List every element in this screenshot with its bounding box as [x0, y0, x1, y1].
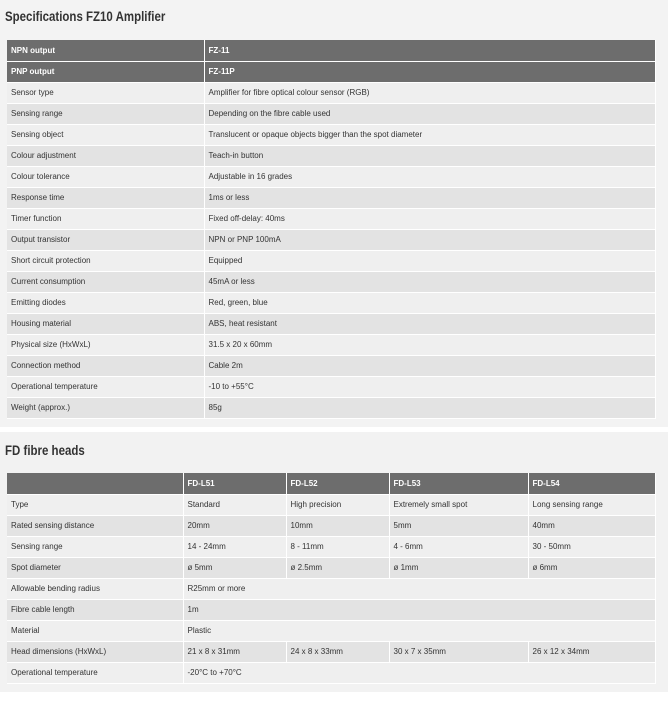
row-value: Teach-in button [204, 145, 655, 166]
row-value: Amplifier for fibre optical colour sensor (RGB) [204, 82, 655, 103]
row-label: Operational temperature [7, 376, 204, 397]
table-row [7, 355, 655, 376]
row-value: 1ms or less [204, 187, 655, 208]
table-row [7, 536, 655, 557]
table-header-row [7, 473, 655, 494]
row-label: Sensing range [7, 103, 204, 124]
row-value: -10 to +55°C [204, 376, 655, 397]
cell: R25mm or more [183, 578, 655, 599]
row-label: Colour adjustment [7, 145, 204, 166]
section-title: FD fibre heads [5, 442, 85, 458]
table-header-row [7, 40, 655, 61]
row-label: Housing material [7, 313, 204, 334]
table-row [7, 397, 655, 418]
row-label: Sensing object [7, 124, 204, 145]
row-label: Output transistor [7, 229, 204, 250]
table-row [7, 292, 655, 313]
cell: 1m [183, 599, 655, 620]
row-label: Current consumption [7, 271, 204, 292]
row-label: Weight (approx.) [7, 397, 204, 418]
cell: 20mm [183, 515, 286, 536]
row-label: Sensing range [7, 536, 183, 557]
cell: Long sensing range [528, 494, 655, 515]
row-label: Allowable bending radius [7, 578, 183, 599]
table-row [7, 578, 655, 599]
row-label: Physical size (HxWxL) [7, 334, 204, 355]
row-value: FZ-11 [204, 40, 655, 61]
table-row [7, 166, 655, 187]
fz10-spec-table [7, 40, 656, 419]
cell: ø 5mm [183, 557, 286, 578]
row-label: NPN output [7, 40, 204, 61]
row-label: Timer function [7, 208, 204, 229]
fd-fibre-heads-table [7, 473, 656, 684]
table-row [7, 313, 655, 334]
cell: ø 1mm [389, 557, 528, 578]
column-header [7, 473, 183, 494]
cell: High precision [286, 494, 389, 515]
table-header-row [7, 61, 655, 82]
cell: 4 - 6mm [389, 536, 528, 557]
table-row [7, 515, 655, 536]
table-row [7, 145, 655, 166]
row-value: Equipped [204, 250, 655, 271]
table-row [7, 620, 655, 641]
row-label: Rated sensing distance [7, 515, 183, 536]
cell: ø 2.5mm [286, 557, 389, 578]
table-row [7, 334, 655, 355]
row-label: Short circuit protection [7, 250, 204, 271]
table-row [7, 271, 655, 292]
row-label: Emitting diodes [7, 292, 204, 313]
table-row [7, 208, 655, 229]
table-row [7, 229, 655, 250]
cell: Standard [183, 494, 286, 515]
row-label: Colour tolerance [7, 166, 204, 187]
cell: 40mm [528, 515, 655, 536]
cell: 10mm [286, 515, 389, 536]
cell: Extremely small spot [389, 494, 528, 515]
row-value: Fixed off-delay: 40ms [204, 208, 655, 229]
row-value: Translucent or opaque objects bigger than the spot diameter [204, 124, 655, 145]
cell: 24 x 8 x 33mm [286, 641, 389, 662]
table-row [7, 641, 655, 662]
row-label: PNP output [7, 61, 204, 82]
column-header: FD-L51 [183, 473, 286, 494]
cell: 26 x 12 x 34mm [528, 641, 655, 662]
row-label: Connection method [7, 355, 204, 376]
row-value: 31.5 x 20 x 60mm [204, 334, 655, 355]
row-label: Spot diameter [7, 557, 183, 578]
column-header: FD-L54 [528, 473, 655, 494]
table-row [7, 103, 655, 124]
row-value: 85g [204, 397, 655, 418]
table-row [7, 599, 655, 620]
row-value: 45mA or less [204, 271, 655, 292]
cell: 30 x 7 x 35mm [389, 641, 528, 662]
cell: 21 x 8 x 31mm [183, 641, 286, 662]
section-title: Specifications FZ10 Amplifier [5, 8, 166, 24]
row-value: Depending on the fibre cable used [204, 103, 655, 124]
row-value: ABS, heat resistant [204, 313, 655, 334]
row-label: Material [7, 620, 183, 641]
cell: 8 - 11mm [286, 536, 389, 557]
cell: ø 6mm [528, 557, 655, 578]
row-value: Red, green, blue [204, 292, 655, 313]
column-header: FD-L53 [389, 473, 528, 494]
table-row [7, 662, 655, 683]
row-label: Sensor type [7, 82, 204, 103]
cell: 14 - 24mm [183, 536, 286, 557]
row-value: NPN or PNP 100mA [204, 229, 655, 250]
table-row [7, 376, 655, 397]
cell: 5mm [389, 515, 528, 536]
table-row [7, 494, 655, 515]
table-row [7, 82, 655, 103]
row-value: Cable 2m [204, 355, 655, 376]
cell: Plastic [183, 620, 655, 641]
row-value: Adjustable in 16 grades [204, 166, 655, 187]
table-row [7, 250, 655, 271]
row-label: Operational temperature [7, 662, 183, 683]
table-row [7, 557, 655, 578]
row-label: Head dimensions (HxWxL) [7, 641, 183, 662]
row-label: Type [7, 494, 183, 515]
cell: -20°C to +70°C [183, 662, 655, 683]
table-row [7, 124, 655, 145]
column-header: FD-L52 [286, 473, 389, 494]
cell: 30 - 50mm [528, 536, 655, 557]
row-value: FZ-11P [204, 61, 655, 82]
row-label: Fibre cable length [7, 599, 183, 620]
table-row [7, 187, 655, 208]
row-label: Response time [7, 187, 204, 208]
